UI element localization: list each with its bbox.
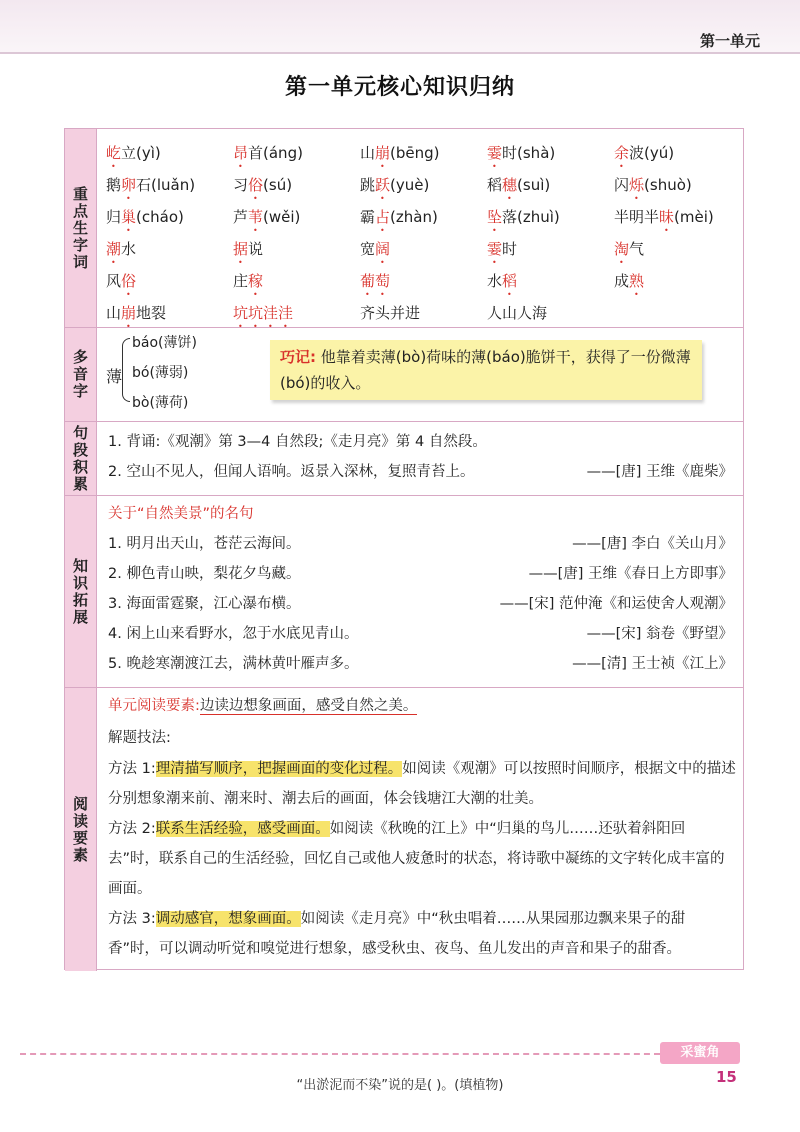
method-1: 方法 1:理清描写顺序，把握画面的变化过程。如阅读《观潮》可以按照时间顺序，根据文中的描述分别想象潮来前、潮来时、潮去后的画面，体会钱塘江大潮的壮美。 [108, 761, 736, 807]
vocab-word: 成熟 [614, 272, 645, 290]
quote-item: 5. 晚趁寒潮渡江去，满林黄叶雁声多。 ——[清] 王士祯《江上》 [108, 652, 733, 673]
vocab-word: 宽阔 [360, 240, 391, 258]
vocab-row [106, 201, 742, 233]
vocab-word: 山崩地裂 [106, 304, 167, 322]
vocab-word: 昂首(áng) [233, 144, 303, 162]
unit-label: 第一单元 [699, 32, 760, 50]
vocab-word: 习俗(sú) [233, 176, 293, 194]
expand-heading: 关于“自然美景”的名句 [108, 506, 254, 522]
method-3: 方法 3:调动感官，想象画面。如阅读《走月亮》中“秋虫唱着……从果园那边飘来果子的甜香”时，可以调动听觉和嗅觉进行想象，感受秋虫、夜鸟、鱼儿发出的声音和果子的甜香。 [108, 911, 686, 957]
section-reading [65, 687, 743, 971]
knowledge-table [64, 128, 744, 970]
vocab-word: 霎时 [487, 240, 518, 258]
quote-item: 1. 明月出天山，苍茫云海间。 ——[唐] 李白《关山月》 [108, 532, 733, 553]
vocab-word: 芦苇(wěi) [233, 208, 301, 226]
section-label: 阅读要素 [65, 688, 97, 971]
section-label: 多音字 [65, 328, 97, 421]
vocab-word: 葡萄 [360, 272, 391, 290]
vocab-word [614, 297, 741, 329]
vocab-word: 跳跃(yuè) [360, 176, 430, 194]
vocab-word: 淘气 [614, 240, 645, 258]
section-recite [65, 421, 743, 495]
recite-line: 2. 空山不见人，但闻人语响。返景入深林，复照青苔上。 ——[唐] 王维《鹿柴》 [108, 460, 733, 481]
page-number: 15 [716, 1068, 737, 1086]
polyphone-char: 薄 [106, 367, 123, 386]
quote-item: 3. 海面雷霆聚，江心瀑布横。 ——[宋] 范仲淹《和运使舍人观潮》 [108, 592, 733, 613]
reading-item: báo(薄饼) [132, 335, 197, 351]
section-expand [65, 495, 743, 687]
source: ——[宋] 翁卷《野望》 [586, 626, 733, 642]
page-title: 第一单元核心知识归纳 [284, 75, 515, 100]
reading-item: bó(薄弱) [132, 365, 189, 381]
reading-item: bò(薄荷) [132, 395, 189, 411]
recite-line: 1. 背诵:《观潮》第 3—4 自然段;《走月亮》第 4 自然段。 [108, 434, 487, 450]
vocab-word: 人山人海 [487, 304, 548, 322]
section-polyphone [65, 327, 743, 421]
method-2: 方法 2:联系生活经验，感受画面。如阅读《秋晚的江上》中“归巢的鸟儿……还驮着斜阳回去”时，联系自己的生活经验，回忆自己或他人疲惫时的状态，将诗歌中凝练的文字转化成丰富的画面。 [108, 821, 725, 897]
section-label: 知识拓展 [65, 496, 97, 687]
source: ——[唐] 王维《鹿柴》 [586, 464, 733, 480]
brace [122, 338, 130, 402]
vocab-row [106, 233, 742, 265]
vocab-word: 霎时(shà) [487, 144, 556, 162]
vocab-word: 山崩(bēng) [360, 144, 440, 162]
vocab-word: 风俗 [106, 272, 137, 290]
vocab-word: 屹立(yì) [106, 144, 161, 162]
vocab-word: 坑坑洼洼 [233, 304, 294, 322]
section-label: 重点生字词 [65, 129, 97, 327]
vocab-word: 齐头并进 [360, 304, 421, 322]
vocab-row [106, 265, 742, 297]
vocab-word: 水稻 [487, 272, 518, 290]
vocab-word: 半明半昧(mèi) [614, 208, 714, 226]
corner-tag: 采蜜角 [660, 1042, 740, 1064]
skills-heading: 解题技法: [108, 730, 171, 746]
vocab-row [106, 137, 742, 169]
vocab-word: 稻穗(suì) [487, 176, 551, 194]
source: ——[清] 王士祯《江上》 [572, 656, 733, 672]
memo-text: 他靠着卖薄(bò)荷味的薄(báo)脆饼干，获得了一份微薄(bó)的收入。 [280, 348, 691, 392]
vocab-row [106, 169, 742, 201]
quote-item: 2. 柳色青山映，梨花夕鸟藏。 ——[唐] 王维《春日上方即事》 [108, 562, 733, 583]
vocab-word: 余波(yú) [614, 144, 675, 162]
vocab-row [106, 297, 742, 329]
vocab-word: 鹅卵石(luǎn) [106, 176, 196, 194]
source: ——[唐] 王维《春日上方即事》 [528, 566, 733, 582]
vocab-word: 庄稼 [233, 272, 264, 290]
vocab-word: 归巢(cháo) [106, 208, 184, 226]
source: ——[宋] 范仲淹《和运使舍人观潮》 [499, 596, 733, 612]
quote-item: 4. 闲上山来看野水，忽于水底见青山。 ——[宋] 翁卷《野望》 [108, 622, 733, 643]
source: ——[唐] 李白《关山月》 [572, 536, 733, 552]
section-label: 句段积累 [65, 422, 97, 495]
vocab-word: 坠落(zhuì) [487, 208, 560, 226]
header-band [0, 0, 800, 54]
riddle-text: “出淤泥而不染”说的是( )。(填植物) [296, 1078, 504, 1093]
reading-element: 单元阅读要素:边读边想象画面，感受自然之美。 [108, 698, 418, 714]
vocab-grid [106, 137, 742, 329]
vocab-word: 潮水 [106, 240, 137, 258]
vocab-word: 据说 [233, 240, 264, 258]
section-vocab [65, 129, 743, 327]
memo-tag: 巧记: [280, 348, 316, 366]
footer-divider [20, 1053, 660, 1055]
vocab-word: 霸占(zhàn) [360, 208, 438, 226]
vocab-word: 闪烁(shuò) [614, 176, 692, 194]
memo-note [270, 340, 702, 400]
